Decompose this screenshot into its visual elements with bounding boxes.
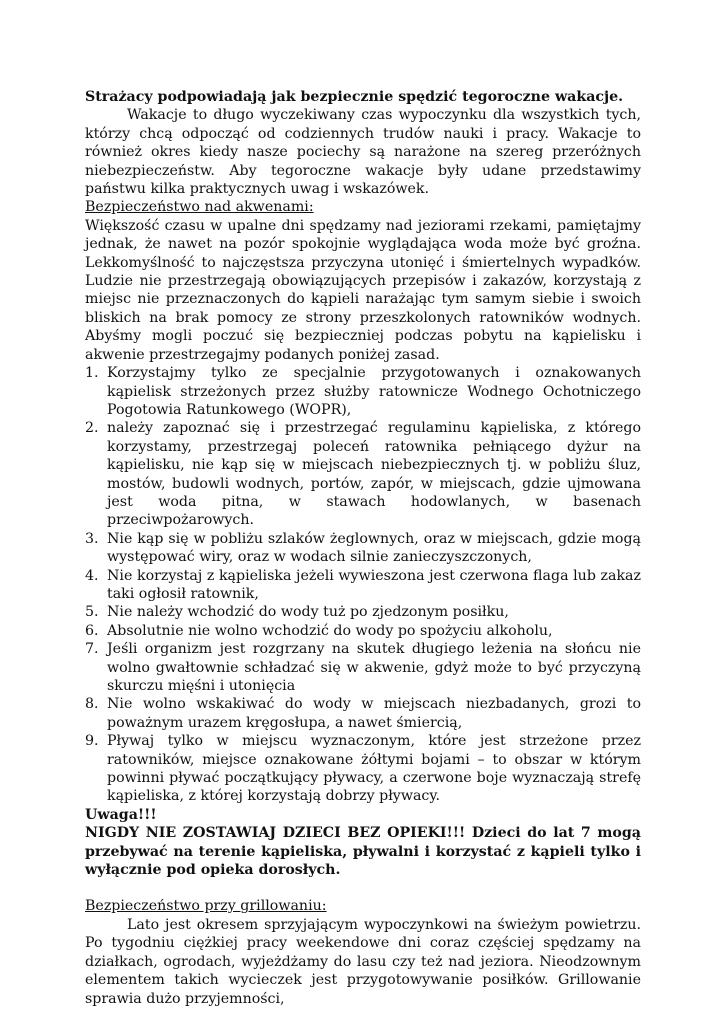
document-title: Strażacy podpowiadają jak bezpiecznie spędzić tegoroczne wakacje. [85, 89, 624, 105]
list-item: 5. Nie należy wchodzić do wody tuż po zjedzonym posiłku, [85, 604, 509, 621]
warning-text: NIGDY NIE ZOSTAWIAJ DZIECI BEZ OPIEKI!!! Dzieci do lat 7 mogą przebywać na terenie kąpieliska, pływalni i korzystać z kąpieli tylko i wyłącznie pod opieka dorosłych. [85, 825, 641, 879]
intro-paragraph: Wakacje to długo wyczekiwany czas wypoczynku dla wszystkich tych, którzy chcą odpocząć od codziennych trudów nauki i pracy. Wakacje to również okres kiedy nasze pociechy są narażone na szereg przeróżnych niebezpieczeństw. Aby tegoroczne wakacje były udane przedstawimy państwu kilka praktycznych uwag i wskazówek. [85, 107, 641, 198]
section-heading-water: Bezpieczeństwo nad akwenami: [85, 199, 314, 216]
list-item: 6. Absolutnie nie wolno wchodzić do wody po spożyciu alkoholu, [85, 622, 553, 639]
list-item: 2. należy zapoznać się i przestrzegać regulaminu kąpieliska, z którego korzystamy, przestrzegaj poleceń ratownika pełniącego dyżur na kąpielisku, nie kąp się w miejscach niebezpiecznych tj. w pobliżu śluz, mostów, budowli wodnych, portów, zapór, w miejscach, gdzie ujmowana jest woda pitna, w stawach hodowlanych, w basenach przeciwpożarowych. [85, 420, 641, 529]
water-paragraph: Większość czasu w upalne dni spędzamy nad jeziorami rzekami, pamiętajmy jednak, że nawet na pozór spokojnie wyglądająca woda może być groźna. Lekkomyślność to najczęstsza przyczyna utonięć i śmiertelnych wypadków. Ludzie nie przestrzegają obowiązujących przepisów i zakazów, korzystają z miejsc nie przeznaczonych do kąpieli narażając tym samym siebie i swoich bliskich na brak pomocy ze strony przeszkolonych ratowników wodnych. Abyśmy mogli poczuć się bezpieczniej podczas pobytu na kąpielisku i akwenie przestrzegajmy podanych poniżej zasad. [85, 217, 641, 363]
list-item: 3. Nie kąp się w pobliżu szlaków żeglownych, oraz w miejscach, gdzie mogą występować wiry, oraz w wodach silnie zanieczyszczonych, [85, 530, 641, 566]
document-page [85, 88, 641, 1008]
list-item: 9. Pływaj tylko w miejscu wyznaczonym, które jest strzeżone przez ratowników, miejsce oznakowane żółtymi bojami – to obszar w którym powinni pływać początkujący pływacy, a czerwone boje wyznaczają strefę kąpieliska, z której korzystają dobrzy pływacy. [85, 733, 641, 805]
list-item: 8. Nie wolno wskakiwać do wody w miejscach niezbadanych, grozi to poważnym urazem kręgosłupa, a nawet śmiercią, [85, 696, 641, 731]
section-spacer [85, 879, 641, 897]
water-rules-list [85, 364, 641, 806]
list-item: 1. Korzystajmy tylko ze specjalnie przygotowanych i oznakowanych kąpielisk strzeżonych przez służby ratownicze Wodnego Ochotniczego Pogotowia Ratunkowego (WOPR), [85, 365, 641, 418]
list-item: 4. Nie korzystaj z kąpieliska jeżeli wywieszona jest czerwona flaga lub zakaz taki ogłosił ratownik, [85, 567, 641, 602]
warning-label: Uwaga!!! [85, 806, 157, 823]
list-item: 7. Jeśli organizm jest rozgrzany na skutek długiego leżenia na słońcu nie wolno gwałtownie schładzać się w akwenie, gdyż może to być przyczyną skurczu mięśni i utonięcia [85, 641, 641, 694]
grill-paragraph: Lato jest okresem sprzyjającym wypoczynkowi na świeżym powietrzu. Po tygodniu ciężkiej pracy weekendowe dni coraz częściej spędzamy na działkach, ogrodach, wyjeżdżamy do lasu czy też nad jeziora. Nieodzownym elementem takich wycieczek jest przygotowywanie posiłków. Grillowanie sprawia dużo przyjemności, [85, 916, 641, 1007]
section-heading-grill: Bezpieczeństwo przy grillowaniu: [85, 898, 327, 915]
